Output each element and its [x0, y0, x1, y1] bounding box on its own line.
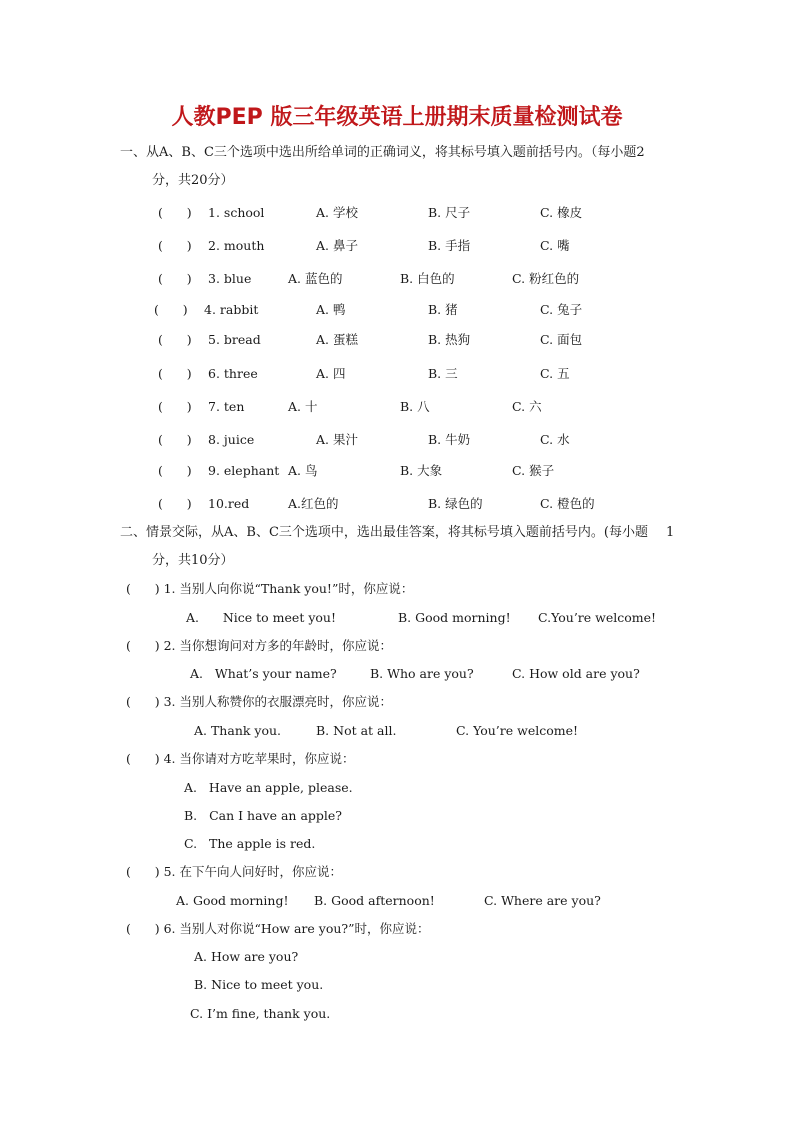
answer-bracket: ( )	[158, 271, 192, 286]
option-b: B. Nice to meet you.	[194, 977, 324, 992]
option-b: B. Not at all.	[316, 723, 397, 738]
option-a: A. Have an apple, please.	[184, 780, 353, 795]
option-a: A. 鼻子	[316, 238, 358, 253]
option-b: B. Who are you?	[370, 666, 474, 681]
option-b: B. 手指	[428, 238, 471, 253]
option-c: C. 五	[540, 366, 570, 381]
answer-bracket: ( )	[158, 332, 192, 347]
option-c: C. 猴子	[512, 463, 555, 478]
option-a: A. 十	[288, 399, 318, 414]
option-c: C.You’re welcome!	[538, 610, 657, 625]
option-c: C. 兔子	[540, 302, 583, 317]
option-b: B. Can I have an apple?	[184, 808, 342, 823]
option-c: C. I’m fine, thank you.	[190, 1006, 331, 1021]
answer-bracket: ( )	[158, 399, 192, 414]
page-title: 人教PEP 版三年级英语上册期末质量检测试卷	[171, 105, 623, 130]
option-c: C. 粉红色的	[512, 271, 580, 286]
option-b: B. Good afternoon!	[314, 893, 435, 908]
section1-instruction-cont: 分，共20分）	[152, 173, 234, 188]
question-stem: ( ) 5. 在下午向人问好时，你应说：	[126, 864, 342, 879]
question-stem: ( ) 3. 当别人称赞你的衣服漂亮时，你应说：	[126, 694, 392, 709]
question-word: 3. blue	[208, 271, 252, 286]
section1-instruction: 一、从A、B、C三个选项中选出所给单词的正确词义，将其标号填入题前括号内。（每小题2	[120, 145, 645, 160]
option-a: A. How are you?	[194, 949, 299, 964]
option-a: A. 蛋糕	[316, 332, 358, 347]
section2-instruction-number: 1	[666, 525, 675, 540]
option-c: C. 水	[540, 432, 570, 447]
answer-bracket: ( )	[158, 205, 192, 220]
section2-instruction: 二、情景交际，从A、B、C三个选项中，选出最佳答案，将其标号填入题前括号内。(每小题	[120, 525, 648, 540]
answer-bracket: ( )	[158, 432, 192, 447]
option-a: A. 果汁	[316, 432, 358, 447]
option-b: B. 猪	[428, 302, 458, 317]
option-b: B. 绿色的	[428, 496, 483, 511]
option-c: C. How old are you?	[512, 666, 640, 681]
question-word: 8. juice	[208, 432, 255, 447]
option-b: B. 牛奶	[428, 432, 471, 447]
question-word: 10.red	[208, 496, 250, 511]
option-b: B. 八	[400, 399, 430, 414]
section2-instruction-cont: 分，共10分）	[152, 553, 234, 568]
answer-bracket: ( )	[158, 238, 192, 253]
option-b: B. 三	[428, 366, 458, 381]
option-a: A. Nice to meet you!	[186, 610, 336, 625]
option-b: B. 热狗	[428, 332, 471, 347]
option-c: C. Where are you?	[484, 893, 601, 908]
option-a: A.红色的	[288, 496, 339, 511]
option-a: A. 学校	[316, 205, 358, 220]
option-c: C. 面包	[540, 332, 583, 347]
question-word: 1. school	[208, 205, 265, 220]
question-word: 7. ten	[208, 399, 245, 414]
option-b: B. 大象	[400, 463, 443, 478]
question-word: 5. bread	[208, 332, 261, 347]
option-b: B. 白色的	[400, 271, 455, 286]
option-a: A. 鸟	[288, 463, 318, 478]
question-word: 9. elephant	[208, 463, 280, 478]
question-word: 4. rabbit	[204, 302, 259, 317]
question-stem: ( ) 1. 当别人向你说“Thank you!”时，你应说：	[126, 581, 414, 596]
option-b: B. Good morning!	[398, 610, 511, 625]
question-stem: ( ) 6. 当别人对你说“How are you?”时，你应说：	[126, 921, 430, 936]
option-a: A. Good morning!	[176, 893, 289, 908]
option-c: C. 嘴	[540, 238, 570, 253]
option-c: C. You’re welcome!	[456, 723, 579, 738]
option-b: B. 尺子	[428, 205, 471, 220]
option-a: A. 蓝色的	[288, 271, 343, 286]
option-a: A. What’s your name?	[190, 666, 337, 681]
question-word: 6. three	[208, 366, 258, 381]
option-a: A. Thank you.	[194, 723, 282, 738]
answer-bracket: ( )	[158, 366, 192, 381]
option-a: A. 鸭	[316, 302, 346, 317]
option-a: A. 四	[316, 366, 346, 381]
question-stem: ( ) 2. 当你想询问对方多的年龄时，你应说：	[126, 638, 392, 653]
option-c: C. 橙色的	[540, 496, 595, 511]
answer-bracket: ( )	[158, 496, 192, 511]
answer-bracket: ( )	[158, 463, 192, 478]
option-c: C. 六	[512, 399, 542, 414]
question-stem: ( ) 4. 当你请对方吃苹果时，你应说：	[126, 751, 355, 766]
option-c: C. 橡皮	[540, 205, 583, 220]
question-word: 2. mouth	[208, 238, 265, 253]
answer-bracket: ( )	[154, 302, 188, 317]
option-c: C. The apple is red.	[184, 836, 316, 851]
